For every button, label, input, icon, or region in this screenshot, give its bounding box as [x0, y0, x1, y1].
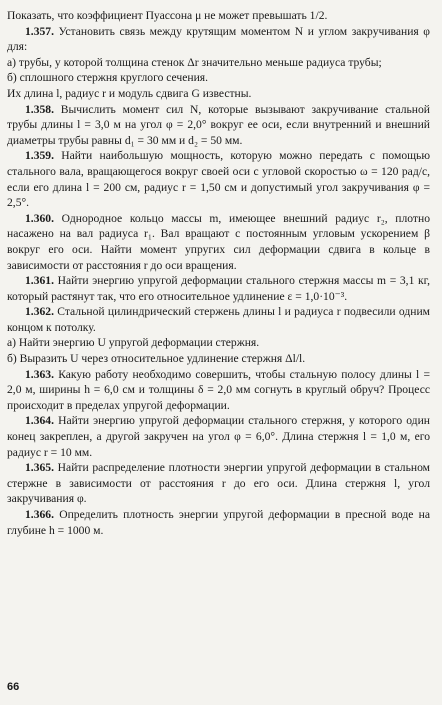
problem-1362-item-a: а) Найти энергию U упругой деформации стержня.	[7, 336, 260, 350]
problem-text: Какую работу необходимо совершить, чтобы стальную полосу длины l = 2,0 м, ширины h = 6,0 см и толщины δ = 2,0 мм согнуть в круглый обруч? Процесс происходит в пределах упругой деформации.	[7, 367, 430, 412]
problem-1363	[7, 367, 430, 414]
problem-number: 1.365.	[25, 461, 54, 475]
problem-1360	[7, 211, 430, 273]
problem-1359	[7, 148, 430, 210]
problem-1366	[7, 507, 430, 538]
problem-text: Найти энергию упругой деформации стального стержня массы m = 3,1 кг, который растянут так, что его относительное удлинение ε = 1,0·10⁻³.	[7, 274, 431, 303]
problem-1357-after: Их длина l, радиус r и модуль сдвига G известны.	[7, 86, 252, 100]
problem-1365	[7, 460, 430, 507]
problem-number: 1.360.	[25, 211, 54, 225]
problem-1364	[7, 413, 430, 460]
problem-1358	[7, 102, 430, 149]
problem-number: 1.358.	[25, 102, 54, 116]
problem-1357-item-b: б) сплошного стержня круглого сечения.	[7, 71, 209, 85]
problem-number: 1.359.	[25, 149, 54, 163]
problem-number: 1.364.	[25, 414, 54, 428]
problem-text: Однородное кольцо массы m, имеющее внешний радиус r₂, плотно насажено на вал радиуса r₁. Вал вращают с постоянным угловым ускорением β вокруг его оси. Найти момент упругих сил деформации сдвига в кольце в зависимости от расстояния r до оси вращения.	[7, 211, 430, 272]
problem-1362	[7, 304, 430, 335]
problem-number: 1.357.	[25, 24, 54, 38]
problem-text: Стальной цилиндрический стержень длины l и радиуса r подвесили одним концом к потолку.	[7, 305, 430, 334]
problem-text: Найти энергию упругой деформации стального стержня, у которого один конец закреплен, а другой закручен на угол φ = 6,0°. Длина стержня l = 1,0 м, его радиус r = 10 мм.	[7, 414, 430, 459]
page-text	[7, 8, 430, 538]
problem-1357	[7, 24, 430, 55]
problem-text: Установить связь между крутящим моментом N и углом закручивания φ для:	[7, 24, 430, 54]
problem-1357-item-a: а) трубы, у которой толщина стенок Δr значительно меньше радиуса трубы;	[7, 55, 382, 69]
problem-number: 1.366.	[25, 508, 54, 521]
problem-1361	[7, 273, 430, 304]
problem-text: Найти распределение плотности энергии упругой деформации в стальном стержне в зависимости от расстояния r до его оси. Длина стержня l, угол закручивания φ.	[7, 461, 431, 506]
problem-1362-item-b: б) Выразить U через относительное удлинение стержня Δl/l.	[7, 352, 306, 366]
continuation-paragraph: Показать, что коэффициент Пуассона μ не может превышать 1/2.	[7, 9, 328, 22]
problem-number: 1.363.	[25, 367, 54, 381]
problem-number: 1.361.	[25, 274, 54, 288]
page-number: 66	[7, 681, 20, 693]
problem-text: Найти наибольшую мощность, которую можно передать с помощью стального вала, вращающегося вокруг своей оси с угловой скоростью ω = 120 рад/с, если его длина l = 200 см, радиус r = 1,50 см и допустимый угол закручивания φ = 2,5°.	[7, 149, 430, 210]
problem-text: Вычислить момент сил N, которые вызывают закручивание стальной трубы длины l = 3,0 м на угол φ = 2,0° вокруг ее оси, если внутренний и внешний диаметры трубы равны d₁ = 30 мм и d₂ = 50 мм.	[7, 102, 430, 147]
problem-text: Определить плотность энергии упругой деформации в пресной воде на глубине h = 1000 м.	[7, 508, 430, 537]
problem-number: 1.362.	[25, 305, 54, 319]
